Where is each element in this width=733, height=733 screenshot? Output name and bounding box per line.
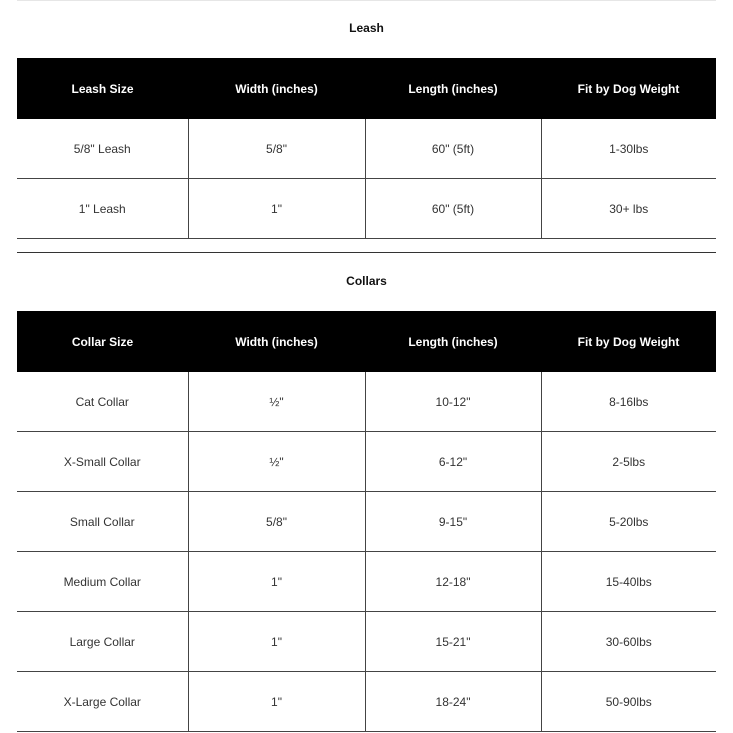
collar-width-cell: ½"	[188, 432, 365, 492]
leash-size-cell: 1" Leash	[17, 179, 188, 239]
collar-length-cell: 6-12"	[365, 432, 541, 492]
collar-size-cell: Large Collar	[17, 612, 188, 672]
leash-header-row	[17, 58, 716, 119]
leash-weight-cell: 30+ lbs	[541, 179, 716, 239]
table-row	[17, 612, 716, 672]
section-divider	[17, 252, 716, 253]
top-divider	[17, 0, 716, 1]
collar-width-cell: 1"	[188, 552, 365, 612]
leash-width-cell: 1"	[188, 179, 365, 239]
leash-size-cell: 5/8" Leash	[17, 119, 188, 179]
leash-section-title: Leash	[349, 21, 384, 35]
collar-width-cell: ½"	[188, 372, 365, 432]
collar-width-cell: 1"	[188, 672, 365, 732]
table-row	[17, 372, 716, 432]
collar-header-weight: Fit by Dog Weight	[541, 311, 716, 372]
table-row	[17, 432, 716, 492]
collar-width-cell: 5/8"	[188, 492, 365, 552]
leash-length-cell: 60" (5ft)	[365, 119, 541, 179]
collar-size-cell: Small Collar	[17, 492, 188, 552]
collar-size-table	[17, 311, 716, 732]
collar-header-width: Width (inches)	[188, 311, 365, 372]
table-row	[17, 119, 716, 179]
leash-width-cell: 5/8"	[188, 119, 365, 179]
leash-header-width: Width (inches)	[188, 58, 365, 119]
collar-length-cell: 10-12"	[365, 372, 541, 432]
leash-header-length: Length (inches)	[365, 58, 541, 119]
collar-length-cell: 12-18"	[365, 552, 541, 612]
collar-header-length: Length (inches)	[365, 311, 541, 372]
collar-header-row	[17, 311, 716, 372]
collar-size-cell: Cat Collar	[17, 372, 188, 432]
collar-length-cell: 18-24"	[365, 672, 541, 732]
collar-weight-cell: 5-20lbs	[541, 492, 716, 552]
collar-length-cell: 15-21"	[365, 612, 541, 672]
leash-header-size: Leash Size	[17, 58, 188, 119]
leash-header-weight: Fit by Dog Weight	[541, 58, 716, 119]
leash-size-table	[17, 58, 716, 239]
collar-weight-cell: 15-40lbs	[541, 552, 716, 612]
collar-width-cell: 1"	[188, 612, 365, 672]
collar-header-size: Collar Size	[17, 311, 188, 372]
table-row	[17, 672, 716, 732]
leash-length-cell: 60" (5ft)	[365, 179, 541, 239]
collar-length-cell: 9-15"	[365, 492, 541, 552]
collar-weight-cell: 2-5lbs	[541, 432, 716, 492]
collar-weight-cell: 30-60lbs	[541, 612, 716, 672]
collar-size-cell: X-Large Collar	[17, 672, 188, 732]
collars-section-title: Collars	[346, 274, 387, 288]
table-row	[17, 492, 716, 552]
table-row	[17, 179, 716, 239]
collar-weight-cell: 8-16lbs	[541, 372, 716, 432]
collar-size-cell: Medium Collar	[17, 552, 188, 612]
table-row	[17, 552, 716, 612]
collar-size-cell: X-Small Collar	[17, 432, 188, 492]
collar-weight-cell: 50-90lbs	[541, 672, 716, 732]
leash-weight-cell: 1-30lbs	[541, 119, 716, 179]
